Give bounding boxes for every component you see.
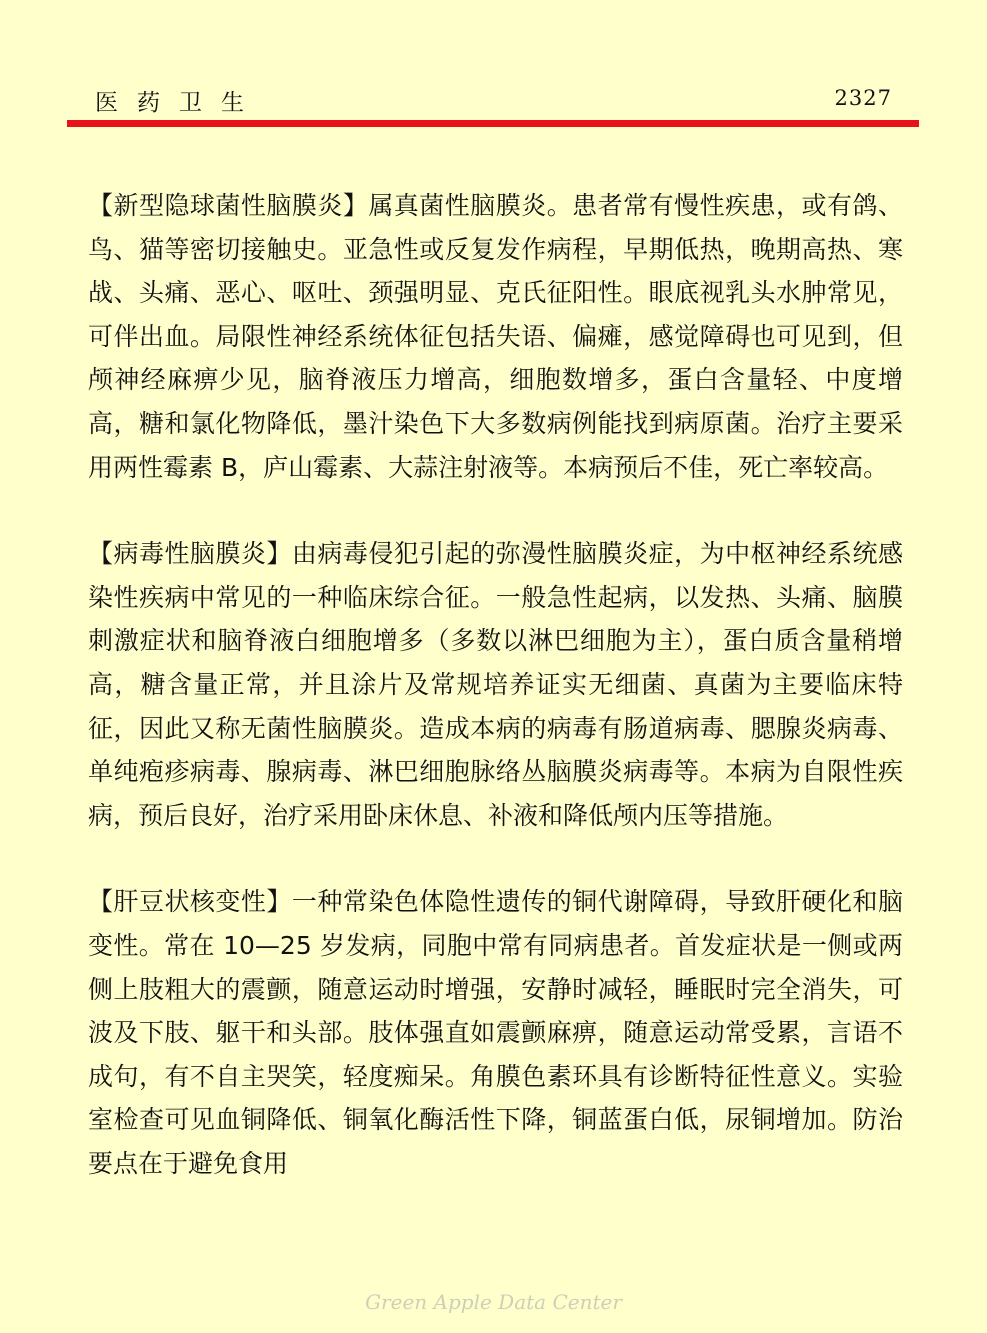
entry-cryptococcal-meningitis (88, 184, 903, 489)
header-rule (67, 120, 919, 127)
entry-text: 一种常染色体隐性遗传的铜代谢障碍，导致肝硬化和脑变性。常在 10—25 岁发病，同胞中常有同病患者。首发症状是一侧或两侧上肢粗大的震颤，随意运动时增强，安静时减轻，睡眠时完全消失，可波及下肢、躯干和头部。肢体强直如震颤麻痹，随意运动常受累，言语不成句，有不自主哭笑，轻度痴呆。角膜色素环具有诊断特征性意义。实验室检查可见血铜降低、铜氧化酶活性下降，铜蓝蛋白低，尿铜增加。防治要点在于避免食用 (88, 887, 903, 1178)
entry-term: 【肝豆状核变性】 (88, 887, 292, 917)
entry-text: 属真菌性脑膜炎。患者常有慢性疾患，或有鸽、鸟、猫等密切接触史。亚急性或反复发作病程，早期低热，晚期高热、寒战、头痛、恶心、呕吐、颈强明显、克氏征阳性。眼底视乳头水肿常见，可伴出血。局限性神经系统体征包括失语、偏瘫，感觉障碍也可见到，但颅神经麻痹少见，脑脊液压力增高，细胞数增多，蛋白含量轻、中度增高，糖和氯化物降低，墨汁染色下大多数病例能找到病原菌。治疗主要采用两性霉素 B，庐山霉素、大蒜注射液等。本病预后不佳，死亡率较高。 (88, 191, 903, 482)
entry-term: 【病毒性脑膜炎】 (88, 539, 292, 569)
watermark: Green Apple Data Center (365, 1290, 622, 1314)
main-text (88, 184, 903, 1185)
page-header (95, 84, 892, 116)
running-title: 医药卫生 (95, 90, 263, 116)
entry-viral-meningitis (88, 532, 903, 837)
entry-hepatolenticular-degeneration (88, 880, 903, 1185)
page-number: 2327 (834, 86, 892, 110)
entry-text: 由病毒侵犯引起的弥漫性脑膜炎症，为中枢神经系统感染性疾病中常见的一种临床综合征。一般急性起病，以发热、头痛、脑膜刺激症状和脑脊液白细胞增多（多数以淋巴细胞为主），蛋白质含量稍增高，糖含量正常，并且涂片及常规培养证实无细菌、真菌为主要临床特征，因此又称无菌性脑膜炎。造成本病的病毒有肠道病毒、腮腺炎病毒、单纯疱疹病毒、腺病毒、淋巴细胞脉络丛脑膜炎病毒等。本病为自限性疾病，预后良好，治疗采用卧床休息、补液和降低颅内压等措施。 (88, 539, 903, 830)
entry-term: 【新型隐球菌性脑膜炎】 (88, 191, 369, 220)
